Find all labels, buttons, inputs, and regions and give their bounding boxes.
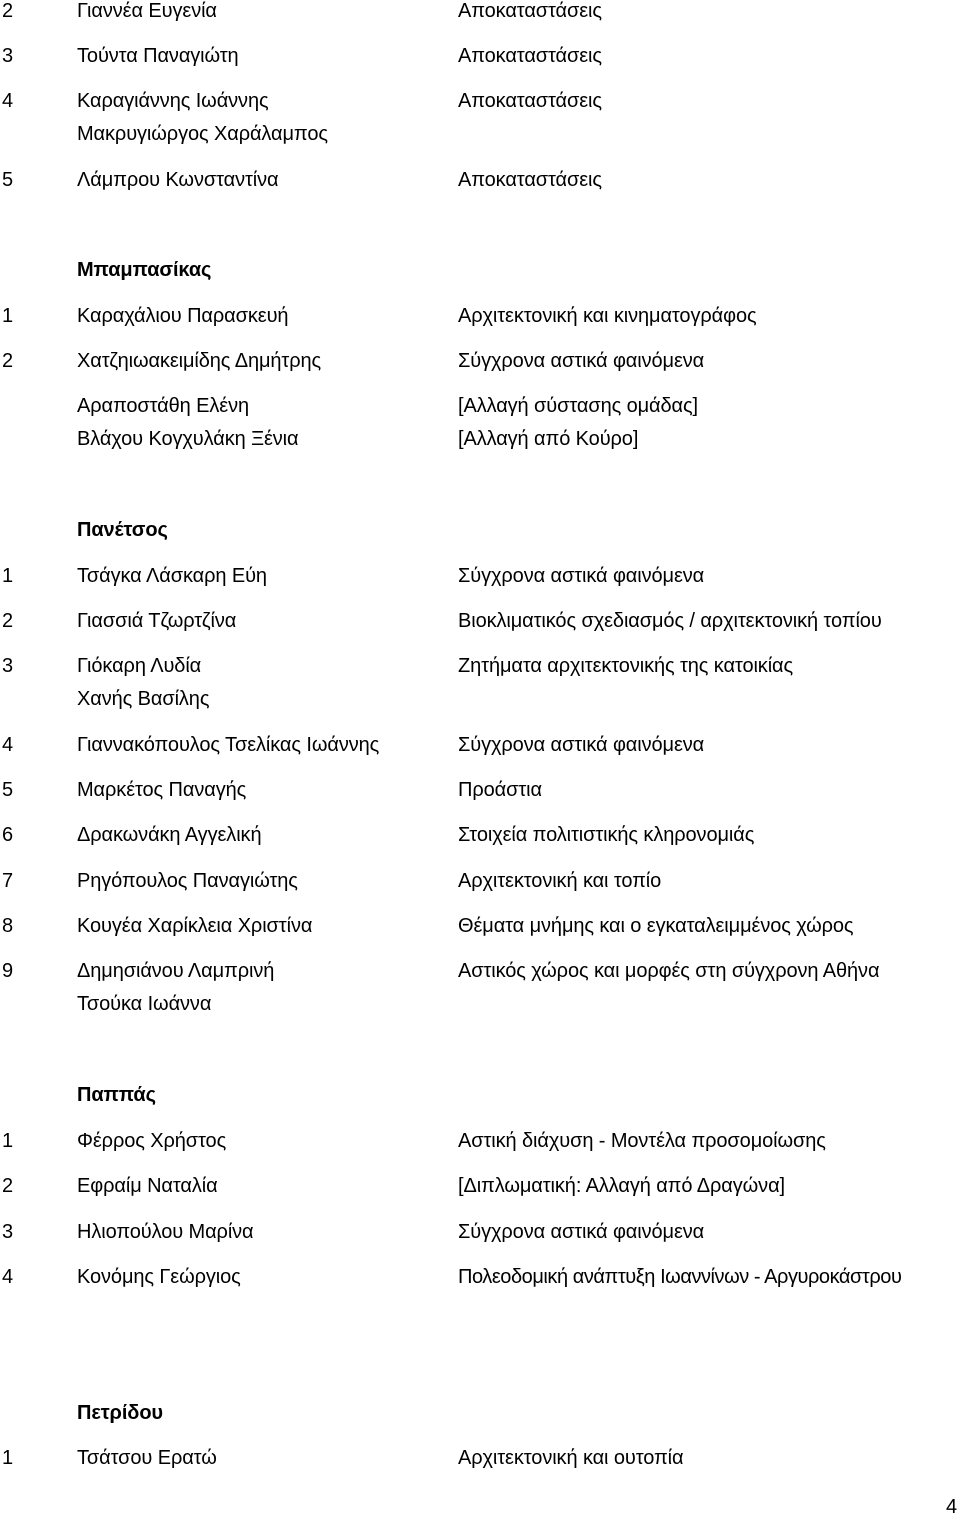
student-name: Λάμπρου Κωνσταντίνα <box>77 169 279 191</box>
thesis-topic: Σύγχρονα αστικά φαινόμενα <box>458 350 705 372</box>
student-name: Μαρκέτος Παναγής <box>77 779 247 801</box>
student-name: Καραγιάννης Ιωάννης <box>77 90 269 112</box>
row-number: 1 <box>2 305 14 327</box>
supervisor-heading: Πετρίδου <box>77 1402 163 1424</box>
student-name: Κονόμης Γεώργιος <box>77 1266 241 1288</box>
thesis-topic: Αποκαταστάσεις <box>458 45 602 67</box>
student-name: Δρακωνάκη Αγγελική <box>77 824 262 846</box>
student-name: Φέρρος Χρήστος <box>77 1130 227 1152</box>
student-name: Γιαννακόπουλος Τσελίκας Ιωάννης <box>77 734 380 756</box>
row-number: 3 <box>2 45 14 67</box>
row-number: 1 <box>2 1447 14 1469</box>
row-number: 2 <box>2 350 14 372</box>
thesis-topic: Ζητήματα αρχιτεκτονικής της κατοικίας <box>458 655 794 677</box>
change-note: [Αλλαγή από Κούρο] <box>458 428 639 450</box>
student-name: Τσάτσου Ερατώ <box>77 1447 217 1469</box>
student-name: Εφραίμ Ναταλία <box>77 1175 218 1197</box>
thesis-topic: Βιοκλιματικός σχεδιασμός / αρχιτεκτονική τοπίου <box>458 610 882 632</box>
row-number: 8 <box>2 915 14 937</box>
thesis-topic: Σύγχρονα αστικά φαινόμενα <box>458 1221 705 1243</box>
student-name: Μακρυγιώργος Χαράλαμπος <box>77 123 328 145</box>
student-name: Ηλιοπούλου Μαρίνα <box>77 1221 254 1243</box>
student-name: Αραποστάθη Ελένη <box>77 395 250 417</box>
row-number: 4 <box>2 734 14 756</box>
row-number: 5 <box>2 779 14 801</box>
page-number: 4 <box>945 1496 957 1518</box>
row-number: 2 <box>2 610 14 632</box>
supervisor-heading: Μπαμπασίκας <box>77 259 212 281</box>
supervisor-heading: Πανέτσος <box>77 519 168 541</box>
student-name: Γιόκαρη Λυδία <box>77 655 202 677</box>
row-number: 9 <box>2 960 14 982</box>
thesis-topic: Αστική διάχυση - Μοντέλα προσομοίωσης <box>458 1130 826 1152</box>
student-name: Βλάχου Κογχυλάκη Ξένια <box>77 428 299 450</box>
change-note: [Αλλαγή σύστασης ομάδας] <box>458 395 699 417</box>
student-name: Χατζηιωακειμίδης Δημήτρης <box>77 350 322 372</box>
row-number: 6 <box>2 824 14 846</box>
student-name: Χανής Βασίλης <box>77 688 210 710</box>
thesis-topic: Αστικός χώρος και μορφές στη σύγχρονη Αθήνα <box>458 960 880 982</box>
thesis-topic: Αποκαταστάσεις <box>458 90 602 112</box>
student-name: Τσάγκα Λάσκαρη Εύη <box>77 565 267 587</box>
thesis-topic: Αποκαταστάσεις <box>458 0 602 22</box>
row-number: 1 <box>2 1130 14 1152</box>
student-name: Ρηγόπουλος Παναγιώτης <box>77 870 298 892</box>
thesis-topic: Θέματα μνήμης και ο εγκαταλειμμένος χώρος <box>458 915 854 937</box>
student-name: Τσούκα Ιωάννα <box>77 993 212 1015</box>
student-name: Καραχάλιου Παρασκευή <box>77 305 289 327</box>
thesis-topic: Προάστια <box>458 779 542 801</box>
thesis-topic: Αποκαταστάσεις <box>458 169 602 191</box>
thesis-topic: Στοιχεία πολιτιστικής κληρονομιάς <box>458 824 755 846</box>
row-number: 1 <box>2 565 14 587</box>
row-number: 3 <box>2 655 14 677</box>
student-name: Γιασσιά Τζωρτζίνα <box>77 610 237 632</box>
student-name: Γιαννέα Ευγενία <box>77 0 217 22</box>
student-name: Τούντα Παναγιώτη <box>77 45 239 67</box>
thesis-topic: [Διπλωματική: Αλλαγή από Δραγώνα] <box>458 1175 785 1197</box>
supervisor-heading: Παππάς <box>77 1084 156 1106</box>
thesis-topic: Αρχιτεκτονική και ουτοπία <box>458 1447 684 1469</box>
row-number: 2 <box>2 1175 14 1197</box>
thesis-topic: Αρχιτεκτονική και τοπίο <box>458 870 662 892</box>
thesis-topic: Σύγχρονα αστικά φαινόμενα <box>458 734 705 756</box>
row-number: 5 <box>2 169 14 191</box>
row-number: 7 <box>2 870 14 892</box>
student-name: Κουγέα Χαρίκλεια Χριστίνα <box>77 915 313 937</box>
row-number: 3 <box>2 1221 14 1243</box>
student-name: Δημησιάνου Λαμπρινή <box>77 960 275 982</box>
thesis-topic: Αρχιτεκτονική και κινηματογράφος <box>458 305 757 327</box>
thesis-topic: Σύγχρονα αστικά φαινόμενα <box>458 565 705 587</box>
row-number: 4 <box>2 90 14 112</box>
thesis-topic: Πολεοδομική ανάπτυξη Ιωαννίνων - Αργυροκάστρου <box>458 1266 902 1288</box>
row-number: 4 <box>2 1266 14 1288</box>
row-number: 2 <box>2 0 14 22</box>
